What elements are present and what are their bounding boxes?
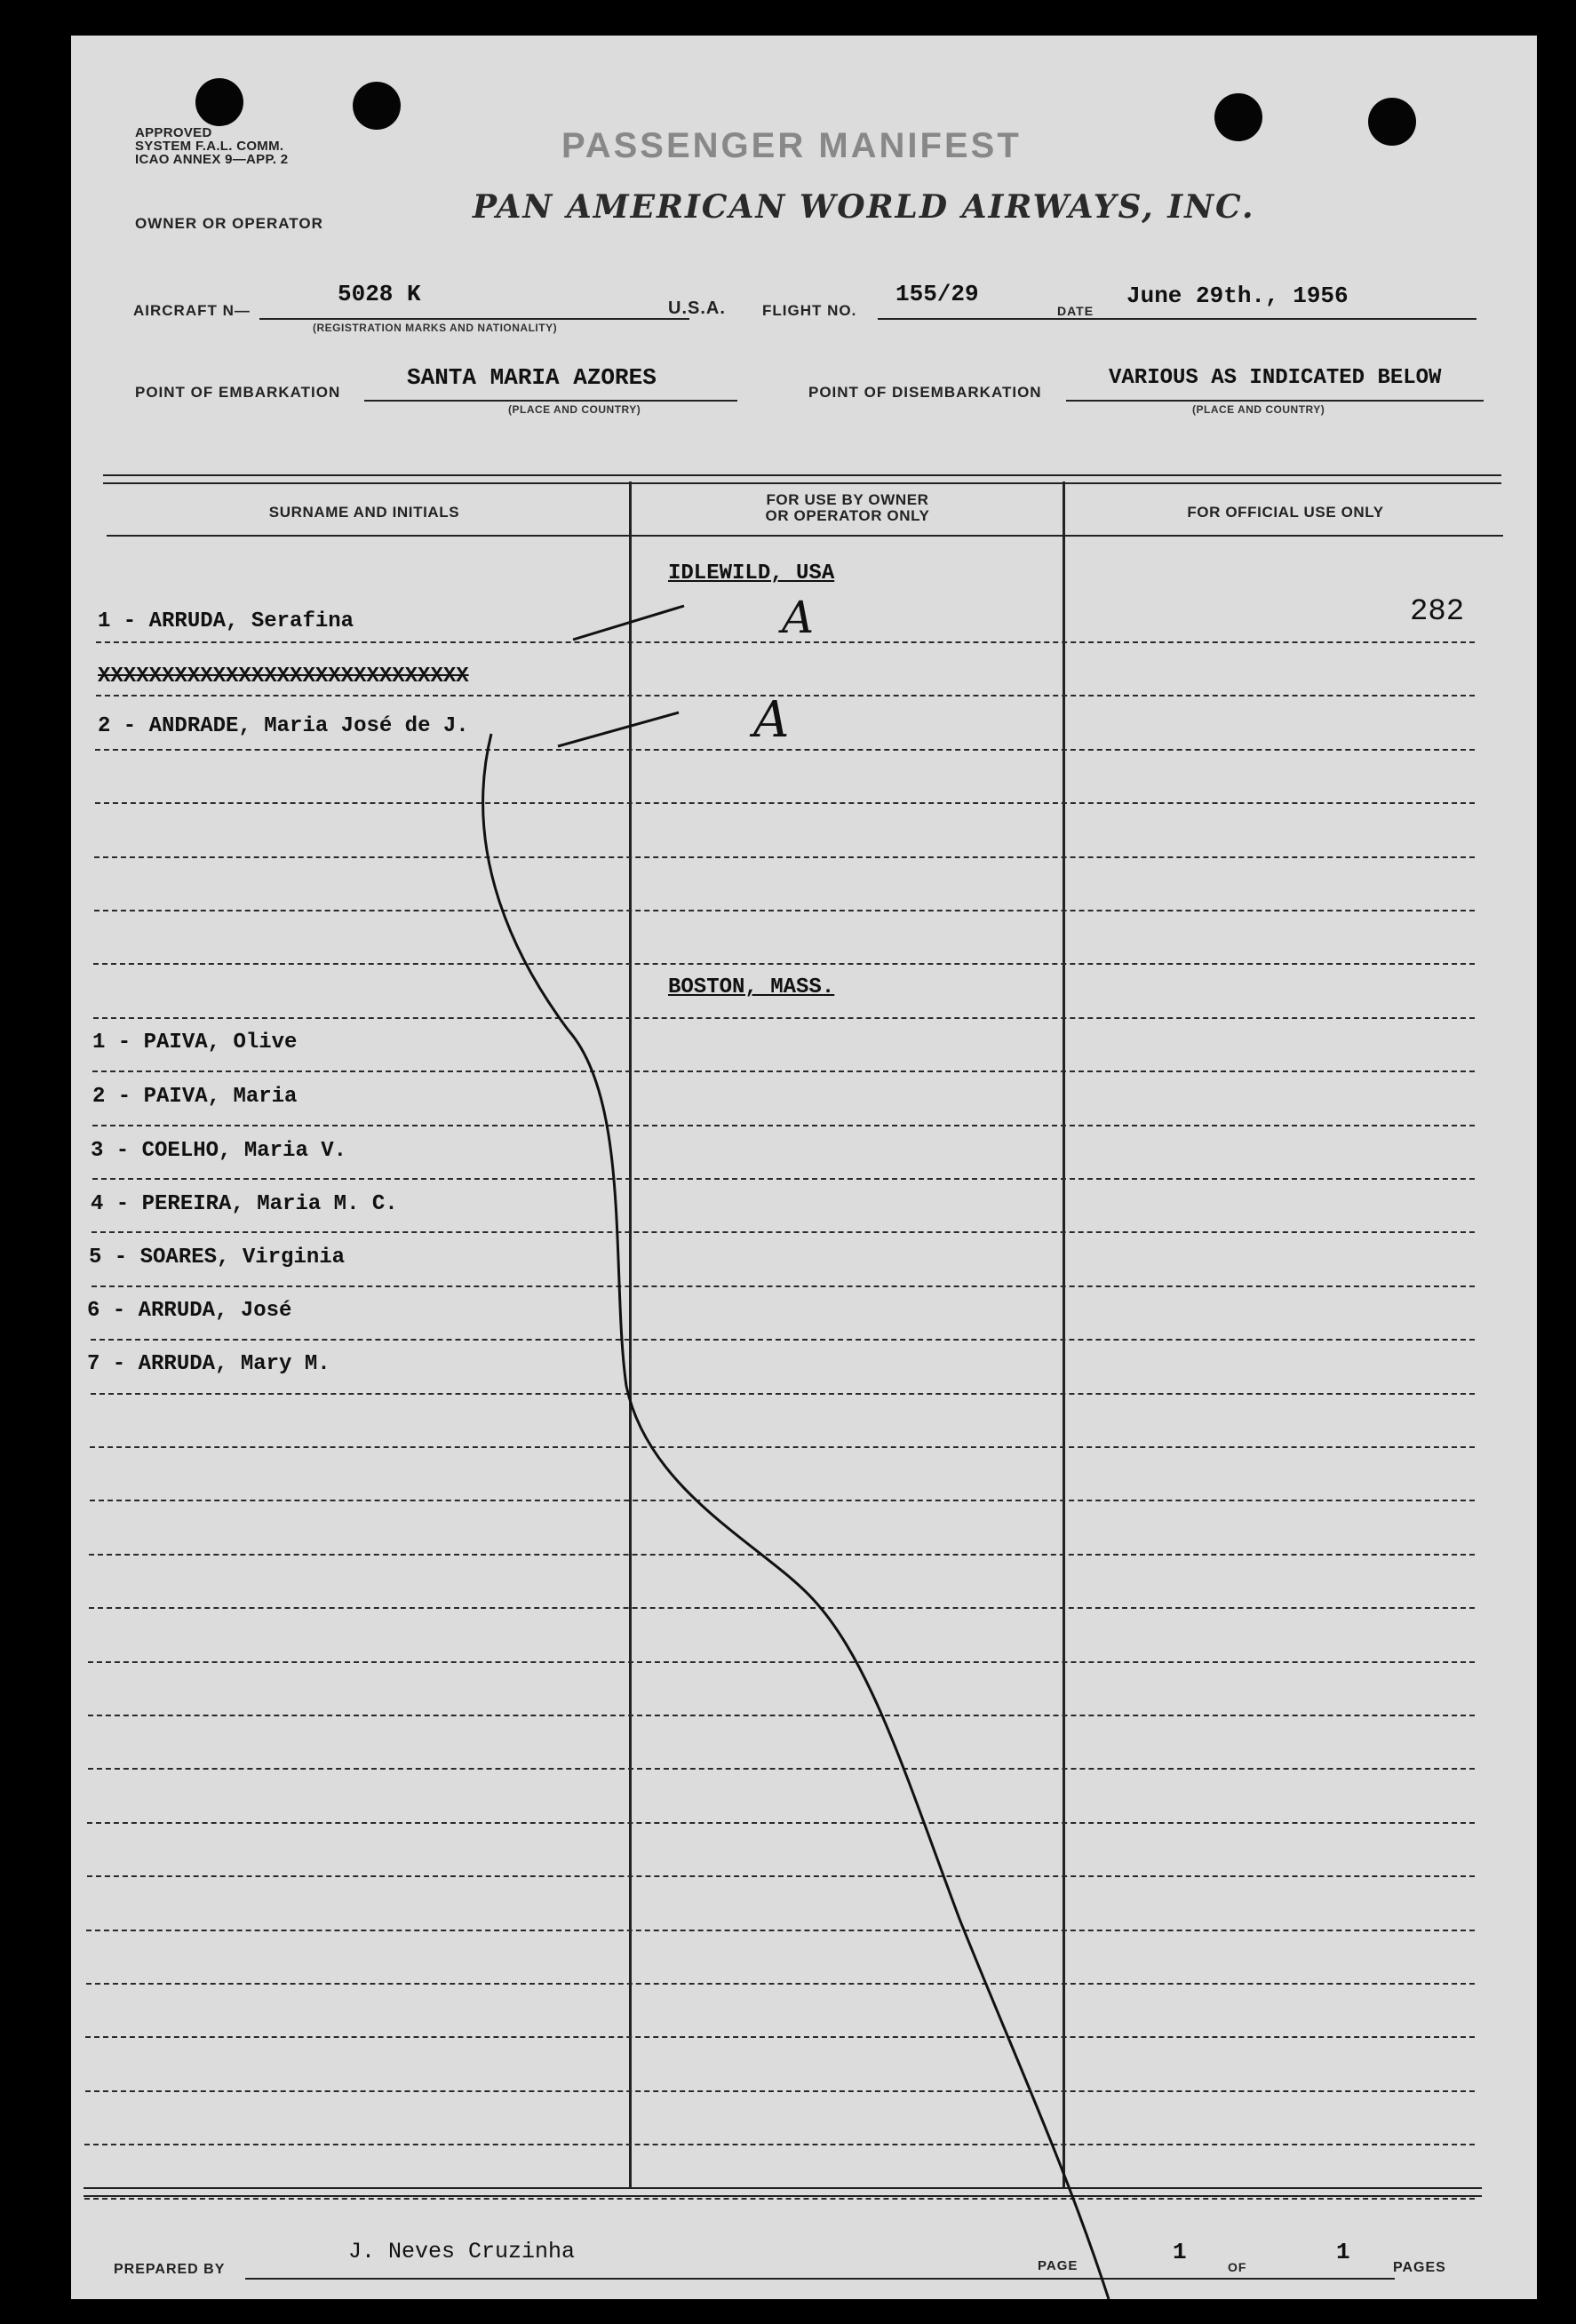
disembarkation-value: VARIOUS AS INDICATED BELOW <box>1109 366 1442 390</box>
passenger-number: 2 <box>98 714 111 738</box>
passenger-name: ARRUDA, Serafina <box>148 609 354 633</box>
prepared-by-value: J. Neves Cruzinha <box>348 2239 576 2264</box>
passenger-number: 4 <box>91 1192 104 1216</box>
passenger-number: 2 <box>92 1085 106 1109</box>
passenger-row: 7 - ARRUDA, Mary M. <box>87 1352 330 1376</box>
tick-stroke <box>558 712 679 746</box>
passenger-number: 5 <box>89 1246 102 1269</box>
manifest-page <box>71 36 1537 2299</box>
passenger-number: 6 <box>87 1299 100 1323</box>
col-owner-line: FOR USE BY OWNER <box>766 491 929 508</box>
registration-sublabel: (REGISTRATION MARKS AND NATIONALITY) <box>313 322 558 334</box>
country-label: U.S.A. <box>668 298 726 318</box>
passenger-row: 6 - ARRUDA, José <box>87 1299 292 1323</box>
passenger-name: SOARES, Virginia <box>139 1246 346 1269</box>
disembarkation-sublabel: (PLACE AND COUNTRY) <box>1192 403 1325 416</box>
pages-label: PAGES <box>1393 2260 1446 2275</box>
embarkation-value: SANTA MARIA AZORES <box>407 364 657 391</box>
passenger-name: ANDRADE, Maria José de J. <box>148 714 469 738</box>
passenger-name: ARRUDA, Mary M. <box>138 1352 330 1376</box>
disembarkation-label: POINT OF DISEMBARKATION <box>808 384 1042 401</box>
aircraft-label: AIRCRAFT N— <box>133 302 251 319</box>
passenger-name: COELHO, Maria V. <box>141 1139 347 1163</box>
page-total: 1 <box>1336 2239 1350 2265</box>
col-official: FOR OFFICIAL USE ONLY <box>1187 504 1384 521</box>
passenger-name: PAIVA, Maria <box>143 1085 298 1109</box>
date-label: DATE <box>1057 304 1094 318</box>
aircraft-value: 5028 K <box>338 281 421 307</box>
approval-line: APPROVED <box>135 125 212 140</box>
handwritten-mark: A <box>782 592 815 643</box>
passenger-number: 1 <box>98 609 111 633</box>
destination-heading: BOSTON, MASS. <box>668 975 835 999</box>
embarkation-sublabel: (PLACE AND COUNTRY) <box>508 403 641 416</box>
embarkation-label: POINT OF EMBARKATION <box>135 384 341 401</box>
operator-name: PAN AMERICAN WORLD AIRWAYS, INC. <box>473 188 1255 226</box>
owner-label: OWNER OR OPERATOR <box>135 215 323 232</box>
passenger-number: 7 <box>87 1352 100 1376</box>
passenger-row: 1 - ARRUDA, Serafina <box>98 609 354 633</box>
tick-stroke <box>573 606 684 640</box>
of-label: OF <box>1228 2260 1247 2274</box>
official-number: 282 <box>1410 595 1465 629</box>
form-title: PASSENGER MANIFEST <box>561 126 1022 165</box>
passenger-row: 1 - PAIVA, Olive <box>92 1031 298 1055</box>
page-label: PAGE <box>1038 2258 1079 2273</box>
col-owner-line: OR OPERATOR ONLY <box>765 507 930 524</box>
passenger-name: PAIVA, Olive <box>143 1031 298 1055</box>
passenger-row: 2 - ANDRADE, Maria José de J. <box>98 714 469 738</box>
struck-line: XXXXXXXXXXXXXXXXXXXXXXXXXXXXX <box>98 665 469 688</box>
handwriting-overlay <box>71 36 1537 2299</box>
approval-line: SYSTEM F.A.L. COMM. <box>135 139 284 154</box>
page-number: 1 <box>1173 2239 1187 2265</box>
col-surname: SURNAME AND INITIALS <box>268 504 460 521</box>
approval-line: ICAO ANNEX 9—APP. 2 <box>135 152 289 167</box>
flight-label: FLIGHT NO. <box>762 302 857 319</box>
passenger-number: 1 <box>92 1031 106 1055</box>
passenger-row: 5 - SOARES, Virginia <box>89 1246 346 1269</box>
ditto-curve-stroke <box>483 734 1109 2299</box>
passenger-name: ARRUDA, José <box>138 1299 292 1323</box>
flight-value: 155/29 <box>895 281 979 307</box>
handwritten-mark: A <box>753 691 790 749</box>
passenger-row: 2 - PAIVA, Maria <box>92 1085 298 1109</box>
passenger-row: 3 - COELHO, Maria V. <box>91 1139 347 1163</box>
destination-heading: IDLEWILD, USA <box>668 561 835 585</box>
date-value: June 29th., 1956 <box>1126 283 1349 309</box>
passenger-row: 4 - PEREIRA, Maria M. C. <box>91 1192 398 1216</box>
passenger-name: PEREIRA, Maria M. C. <box>141 1192 398 1216</box>
passenger-number: 3 <box>91 1139 104 1163</box>
prepared-by-label: PREPARED BY <box>114 2262 226 2277</box>
